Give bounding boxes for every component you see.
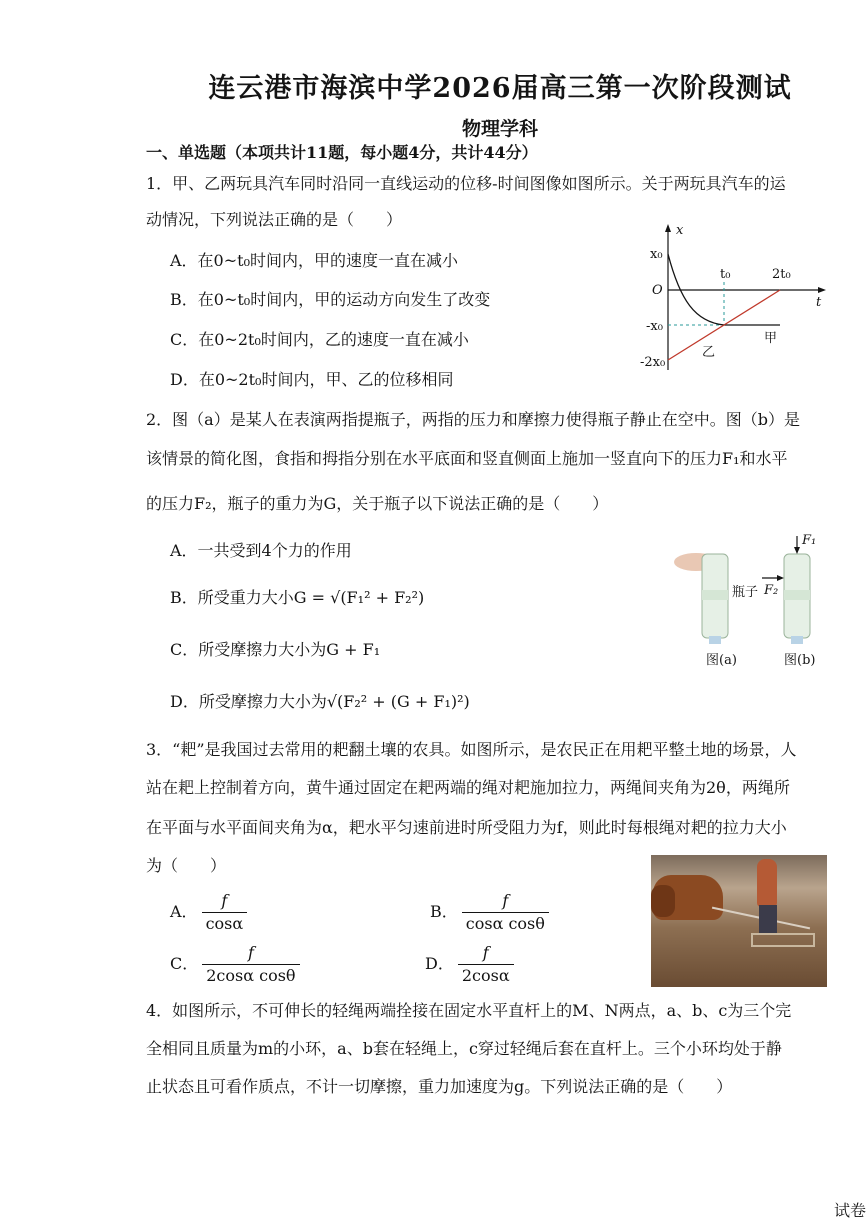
fraction-denominator: cosα cosθ — [465, 914, 545, 933]
graph-origin-label: O — [652, 283, 663, 298]
q1-stem-line1: 1．甲、乙两玩具汽车同时沿同一直线运动的位移-时间图像如图所示。关于两玩具汽车的运 — [146, 174, 786, 193]
graph-label-yi: 乙 — [702, 345, 716, 360]
q3-option-d — [425, 942, 514, 987]
f1-arrowhead — [794, 547, 800, 554]
q3-stem-line2: 站在耙上控制着方向，黄牛通过固定在耙两端的绳对耙施加拉力，两绳间夹角为2θ，两绳所 — [146, 778, 790, 797]
harrow-shape — [751, 933, 815, 947]
q2-stem-line3: 的压力F₂，瓶子的重力为G，关于瓶子以下说法正确的是（ ） — [146, 494, 609, 513]
q4-stem-line3: 止状态且可看作质点，不计一切摩擦，重力加速度为g。下列说法正确的是（ ） — [146, 1077, 733, 1096]
section-heading: 一、单选题（本项共计11题，每小题4分，共计44分） — [146, 143, 538, 162]
farmer-legs-shape — [759, 905, 777, 935]
graph-y-label: x — [676, 223, 684, 238]
page-title: 连云港市海滨中学2026届高三第一次阶段测试 — [208, 73, 792, 104]
bottle-a-band — [702, 590, 728, 600]
q3-stem-line1: 3．“耙”是我国过去常用的耙翻土壤的农具。如图所示，是农民正在用耙平整土地的场景，人 — [146, 740, 797, 759]
fig-b-label: 图(b) — [784, 653, 816, 668]
q2-stem-line2: 该情景的简化图，食指和拇指分别在水平底面和竖直侧面上施加一竖直向下的压力F₁和水平 — [146, 449, 788, 468]
cow-head-shape — [651, 885, 675, 917]
q1-option-b: B．在0~t₀时间内，甲的运动方向发生了改变 — [170, 290, 491, 309]
q3-option-c-fraction — [202, 942, 299, 987]
graph-t-arrow — [818, 287, 826, 293]
fraction-denominator: 2cosα cosθ — [206, 966, 296, 985]
q2-option-b: B．所受重力大小G = √(F₁² + F₂²) — [170, 588, 425, 607]
f2-arrowhead — [777, 575, 784, 581]
q1-option-a: A．在0~t₀时间内，甲的速度一直在减小 — [170, 251, 458, 270]
graph-tick-x0: x₀ — [650, 247, 663, 262]
graph-tick-neg-2x0: -2x₀ — [640, 355, 666, 370]
fraction-numerator: f — [462, 890, 549, 913]
bottle-a-cap — [709, 636, 721, 644]
fraction-denominator: 2cosα — [461, 966, 510, 985]
q4-stem-line2: 全相同且质量为m的小环，a、b套在轻绳上，c穿过轻绳后套在直杆上。三个小环均处于静 — [146, 1039, 782, 1058]
page-footer: 试卷 — [834, 1201, 867, 1220]
q3-option-b-letter: B． — [430, 902, 458, 921]
q3-option-a — [170, 890, 247, 935]
q3-option-c-letter: C． — [170, 954, 199, 973]
f1-label: F₁ — [802, 533, 817, 548]
q3-option-a-fraction — [202, 890, 248, 935]
q2-stem-line1: 2．图（a）是某人在表演两指提瓶子，两指的压力和摩擦力使得瓶子静止在空中。图（b）是 — [146, 410, 800, 429]
q3-option-b-fraction — [462, 890, 549, 935]
q3-option-a-letter: A． — [170, 902, 198, 921]
graph-t-label: t — [816, 295, 822, 310]
q2-option-c: C．所受摩擦力大小为G + F₁ — [170, 640, 381, 659]
farmer-shape — [757, 859, 777, 907]
q3-stem-line4: 为（ ） — [146, 856, 227, 875]
q2-bottle-figures — [668, 532, 828, 672]
f2-label: F₂ — [764, 583, 779, 598]
fraction-numerator: f — [458, 942, 514, 965]
graph-tick-neg-x0: -x₀ — [646, 319, 663, 334]
q1-option-c: C．在0~2t₀时间内，乙的速度一直在减小 — [170, 330, 469, 349]
q1-stem-line2: 动情况，下列说法正确的是（ ） — [146, 210, 403, 229]
q3-plowing-photo — [651, 855, 827, 987]
bottle-b-band — [784, 590, 810, 600]
graph-label-jia: 甲 — [764, 331, 778, 346]
page-subtitle: 物理学科 — [461, 118, 538, 140]
q3-option-c — [170, 942, 300, 987]
q2-option-a: A．一共受到4个力的作用 — [170, 541, 352, 560]
q1-option-d: D．在0~2t₀时间内，甲、乙的位移相同 — [170, 370, 454, 389]
graph-tick-t0: t₀ — [720, 267, 731, 282]
q3-stem-line3: 在平面与水平面间夹角为α，耙水平匀速前进时所受阻力为f，则此时每根绳对耙的拉力大小 — [146, 818, 787, 837]
q3-option-b — [430, 890, 549, 935]
graph-tick-2t0: 2t₀ — [772, 267, 791, 282]
bottle-b-cap — [791, 636, 803, 644]
fig-a-label: 图(a) — [706, 653, 737, 668]
bottle-label: 瓶子 — [732, 585, 759, 600]
q3-option-d-letter: D． — [425, 954, 454, 973]
fraction-denominator: cosα — [205, 914, 244, 933]
fraction-numerator: f — [202, 890, 248, 913]
fraction-numerator: f — [202, 942, 299, 965]
q3-option-d-fraction — [458, 942, 514, 987]
graph-y-arrow — [665, 224, 671, 232]
q4-stem-line1: 4．如图所示，不可伸长的轻绳两端拴接在固定水平直杆上的M、N两点，a、b、c为三个完 — [146, 1001, 792, 1020]
q2-option-d: D．所受摩擦力大小为√(F₂² + (G + F₁)²) — [170, 692, 470, 711]
q1-xt-graph — [640, 220, 830, 380]
